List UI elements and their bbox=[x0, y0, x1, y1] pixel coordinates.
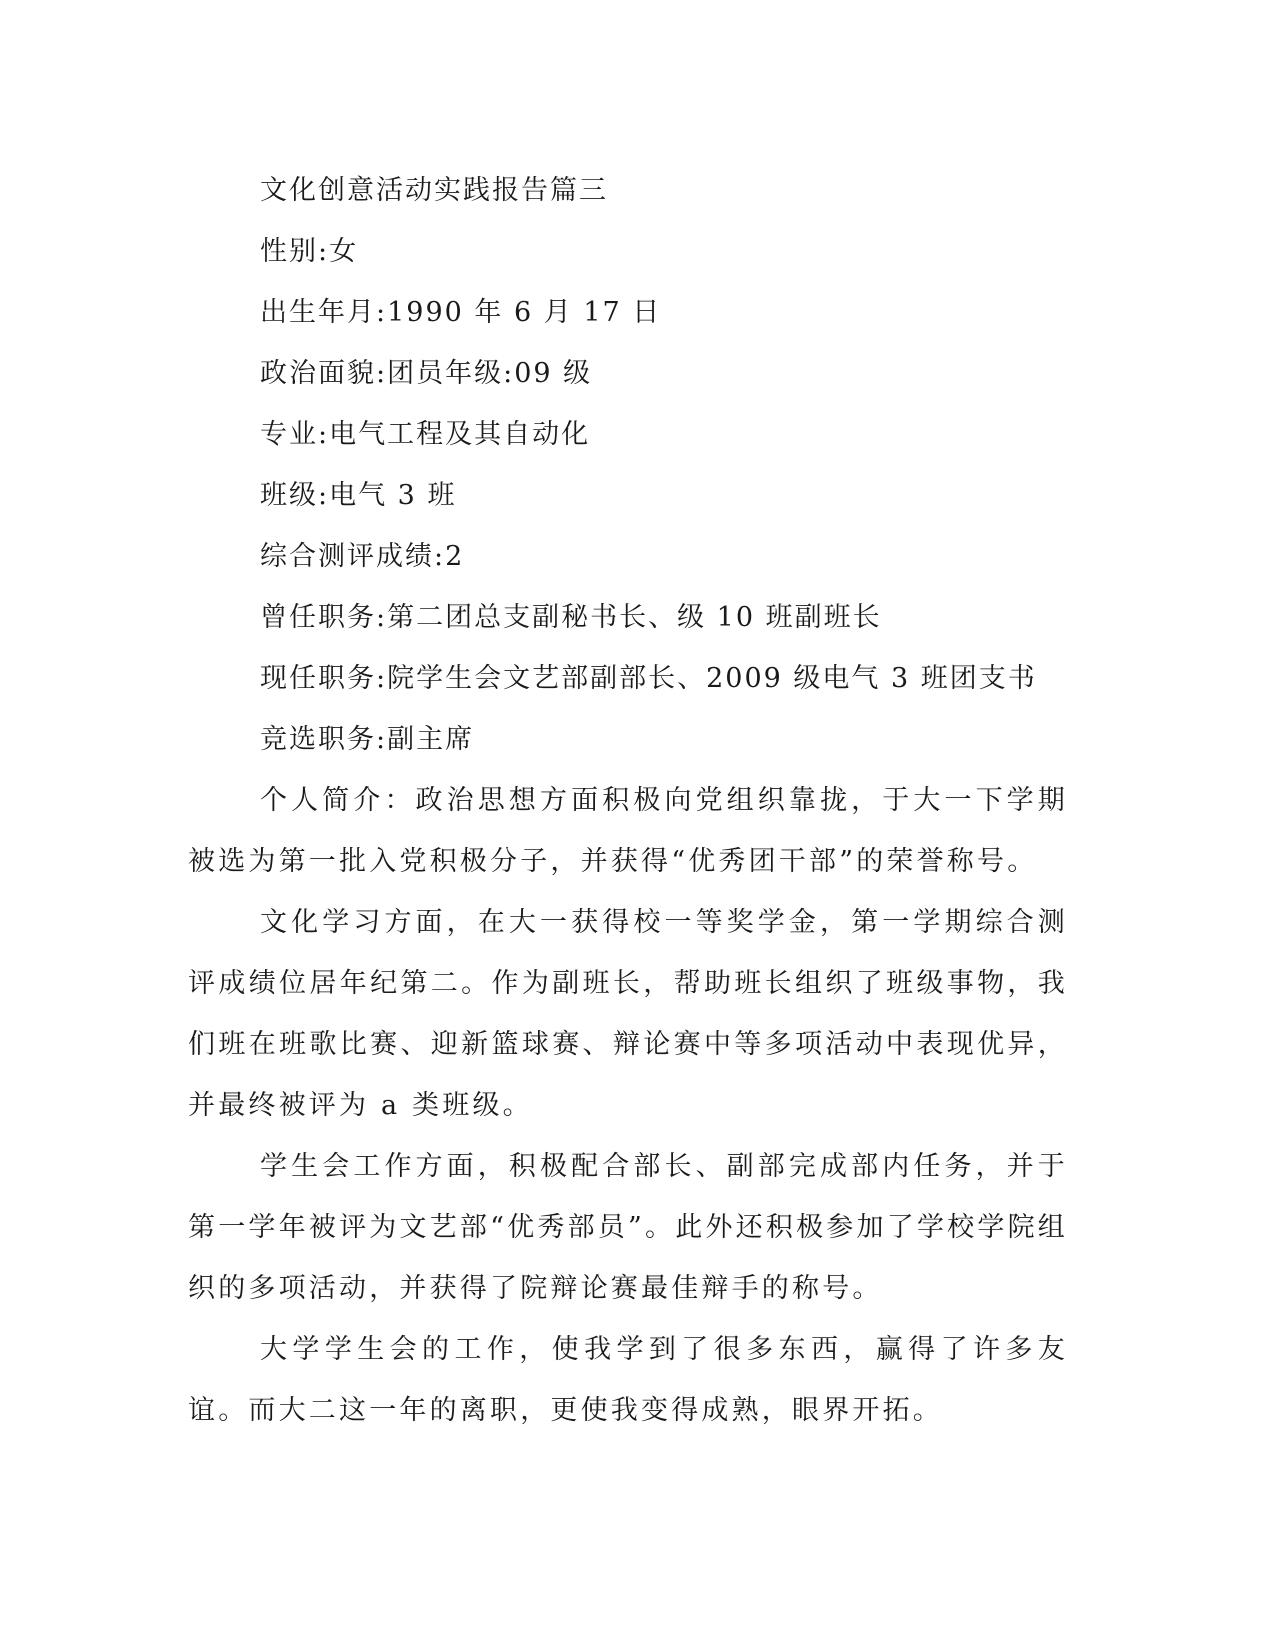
paragraph-reflection: 大学学生会的工作，使我学到了很多东西，赢得了许多友谊。而大二这一年的离职，更使我变得成熟，眼界开拓。 bbox=[188, 1334, 1068, 1426]
field-current-positions: 现任职务:院学生会文艺部副部长、2009 级电气 3 班团支书 bbox=[260, 663, 1037, 694]
document-body bbox=[188, 160, 1068, 1441]
field-running-position: 竞选职务:副主席 bbox=[260, 724, 475, 755]
document-title: 文化创意活动实践报告篇三 bbox=[260, 175, 608, 206]
field-birthdate: 出生年月:1990 年 6 月 17 日 bbox=[260, 297, 662, 328]
field-political-status: 政治面貌:团员年级:09 级 bbox=[260, 358, 593, 389]
paragraph-student-union: 学生会工作方面，积极配合部长、副部完成部内任务，并于第一学年被评为文艺部“优秀部员”。此外还积极参加了学校学院组织的多项活动，并获得了院辩论赛最佳辩手的称号。 bbox=[188, 1151, 1068, 1304]
field-class: 班级:电气 3 班 bbox=[260, 480, 457, 511]
field-gender: 性别:女 bbox=[260, 236, 359, 267]
paragraph-academics: 文化学习方面，在大一获得校一等奖学金，第一学期综合测评成绩位居年纪第二。作为副班长，帮助班长组织了班级事物，我们班在班歌比赛、迎新篮球赛、辩论赛中等多项活动中表现优异，并最终被评为 a 类班级。 bbox=[188, 907, 1068, 1121]
field-major: 专业:电气工程及其自动化 bbox=[260, 419, 591, 450]
paragraph-introduction: 个人简介：政治思想方面积极向党组织靠拢，于大一下学期被选为第一批入党积极分子，并获得“优秀团干部”的荣誉称号。 bbox=[188, 785, 1068, 877]
field-former-positions: 曾任职务:第二团总支副秘书长、级 10 班副班长 bbox=[260, 602, 882, 633]
field-evaluation-score: 综合测评成绩:2 bbox=[260, 541, 465, 572]
